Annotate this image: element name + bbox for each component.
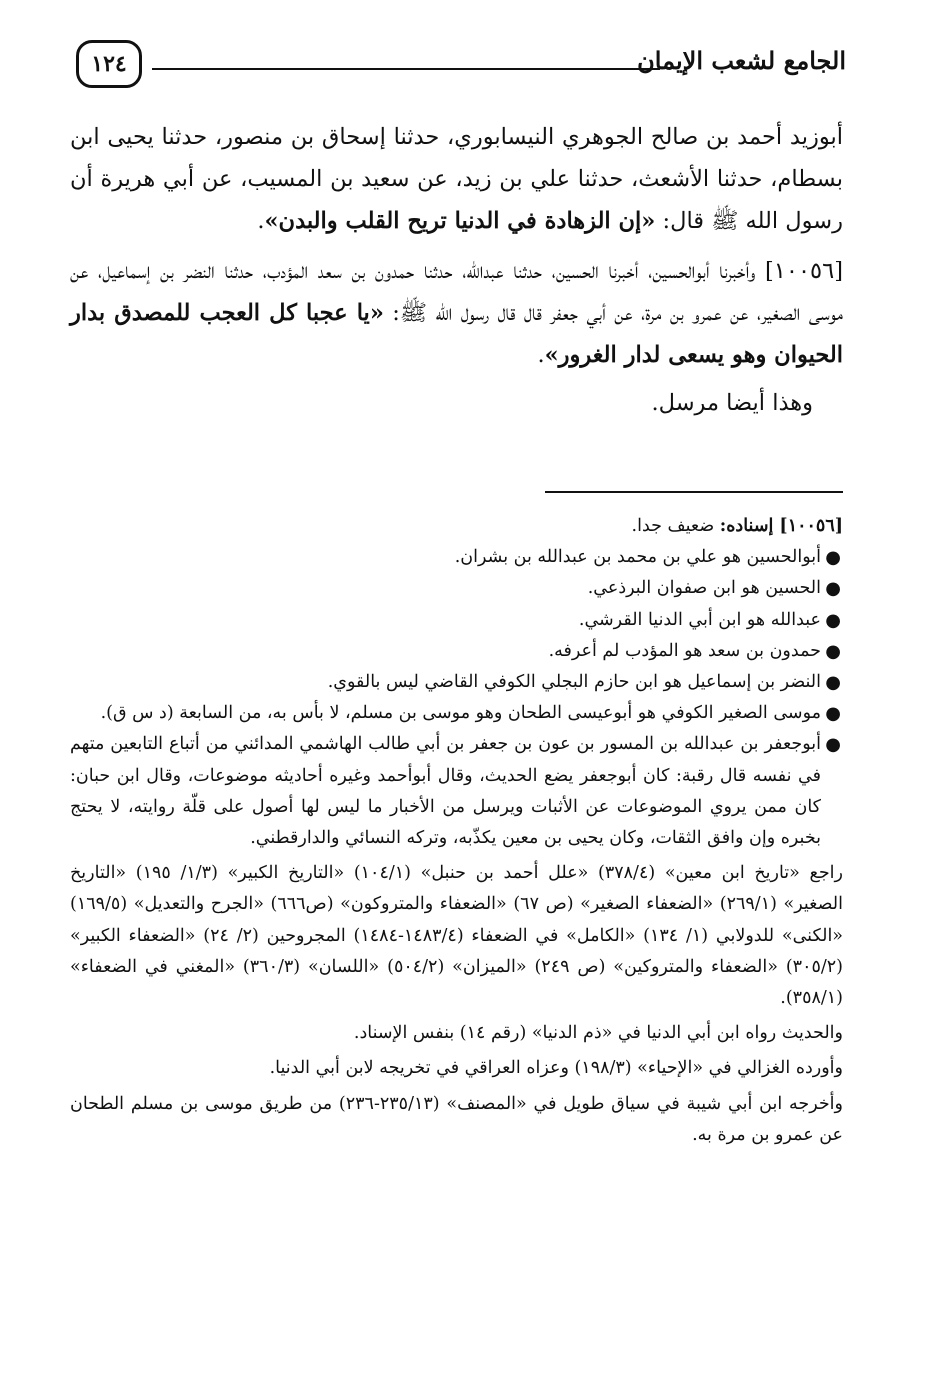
list-item-text: موسى الصغير الكوفي هو أبوعيسى الطحان وهو موسى بن مسلم، لا بأس به، من السابعة (د س ق). bbox=[100, 703, 821, 724]
hadith-paragraph bbox=[70, 250, 843, 376]
list-item-text: النضر بن إسماعيل هو ابن حازم البجلي الكوفي القاضي ليس بالقوي. bbox=[327, 672, 821, 693]
page-number-badge bbox=[76, 40, 142, 88]
bullet-icon: ● bbox=[825, 578, 841, 600]
footnote-rule bbox=[545, 491, 843, 493]
list-item bbox=[70, 729, 843, 854]
bullet-icon: ● bbox=[825, 703, 841, 725]
header-rule bbox=[152, 68, 660, 70]
main-text bbox=[70, 116, 843, 424]
hadith-chain: أبوزيد أحمد بن صالح الجوهري النيسابوري، حدثنا إسحاق بن منصور، حدثنا يحيى ابن بسطام، حدثنا الأشعث، حدثنا علي بن زيد، عن سعيد بن المسيب، عن أبي هريرة أن رسول الله ﷺ قال: bbox=[70, 124, 843, 234]
footnote-grade: ضعيف جدا. bbox=[631, 516, 720, 536]
hadith-chain: [١٠٠٥٦] وأخبرنا أبوالحسين، أخبرنا الحسين، حدثنا عبدالله، حدثنا حمدون بن سعد المؤدب، حدثنا النضر بن إسماعيل، عن موسى الصغير، عن عمرو بن مرة، عن أبي جعفر قال قال رسول الله ﷺ: bbox=[70, 258, 843, 326]
list-item bbox=[70, 542, 843, 573]
bullet-icon: ● bbox=[825, 547, 841, 569]
list-item bbox=[70, 667, 843, 698]
source-note: وأورده الغزالي في «الإحياء» (١٩٨/٣) وعزاه العراقي في تخريجه لابن أبي الدنيا. bbox=[269, 1058, 843, 1079]
bullet-icon: ● bbox=[825, 734, 841, 756]
footnote-number: [١٠٠٥٦] إسناده: bbox=[719, 516, 843, 536]
list-item bbox=[70, 605, 843, 636]
source-note: والحديث رواه ابن أبي الدنيا في «ذم الدنيا» (رقم ١٤) بنفس الإسناد. bbox=[353, 1023, 843, 1044]
page-number: ١٢٤ bbox=[91, 51, 127, 77]
trailing-note: وهذا أيضا مرسل. bbox=[651, 390, 813, 416]
list-item-text: أبوالحسين هو علي بن محمد بن عبدالله بن بشران. bbox=[454, 547, 821, 568]
list-item bbox=[70, 698, 843, 729]
list-item-text: حمدون بن سعد هو المؤدب لم أعرفه. bbox=[548, 640, 821, 661]
list-item-text: عبدالله هو ابن أبي الدنيا القرشي. bbox=[578, 609, 821, 630]
list-item-text: أبوجعفر بن عبدالله بن المسور بن عون بن جعفر بن أبي طالب الهاشمي المدائني من أتباع التابعين متهم في نفسه قال رقبة: كان أبوجعفر يضع الحديث، وقال أبوأحمد وغيره أحاديثه موضوعات، وقال ابن حبان: كان ممن يروي الموضوعات عن الأثبات ويرسل من الأخبار ما ليس لها أصول على قلّة روايته، لا يحتج بخبره وإن وافق الثقات، وكان يحيى بن معين يكذّبه، وتركه النسائي والدارقطني. bbox=[70, 734, 821, 849]
hadith-end: . bbox=[537, 342, 545, 368]
list-item bbox=[70, 573, 843, 604]
hadith-matn: «يا عجبا كل العجب للمصدق بدار الحيوان وهو يسعى لدار الغرور» bbox=[70, 300, 843, 368]
book-title: الجامع لشعب الإيمان bbox=[637, 46, 846, 75]
bullet-icon: ● bbox=[825, 672, 841, 694]
page-header bbox=[70, 38, 846, 98]
hadith-paragraph bbox=[70, 116, 843, 242]
hadith-matn: «إن الزهادة في الدنيا تريح القلب والبدن» bbox=[264, 208, 656, 234]
hadith-end: . bbox=[257, 208, 265, 234]
list-item bbox=[70, 636, 843, 667]
narrator-list bbox=[70, 542, 843, 854]
footnote-heading bbox=[70, 511, 843, 542]
bullet-icon: ● bbox=[825, 640, 841, 662]
bullet-icon: ● bbox=[825, 609, 841, 631]
source-note: وأخرجه ابن أبي شيبة في سياق طويل في «المصنف» (٢٣٥/١٣-٢٣٦) من طريق موسى بن مسلم الطحان عن عمرو بن مرة به. bbox=[70, 1093, 843, 1145]
references-paragraph: راجع «تاريخ ابن معين» (٣٧٨/٤) «علل أحمد بن حنبل» (١٠٤/١) «التاريخ الكبير» (١/٣/ ١٩٥) «التاريخ الصغير» (٢٦٩/١) «الضعفاء الصغير» (ص ٦٧) «الضعفاء والمتروكون» (ص٦٦٦) «الجرح والتعديل» (١٦٩/٥) «الكنى» للدولابي (١/ ١٣٤) «الكامل» في الضعفاء (١٤٨٣/٤-١٤٨٤) المجروحين (٢/ ٢٤) «الضعفاء الكبير» (٣٠٥/٢) «الضعفاء والمتروكين» (ص ٢٤٩) «الميزان» (٥٠٤/٢) «اللسان» (٣٦٠/٣) «المغني في الضعفاء» (٣٥٨/١). bbox=[70, 863, 844, 1009]
footnotes bbox=[70, 511, 843, 1151]
list-item-text: الحسين هو ابن صفوان البرذعي. bbox=[587, 578, 821, 599]
